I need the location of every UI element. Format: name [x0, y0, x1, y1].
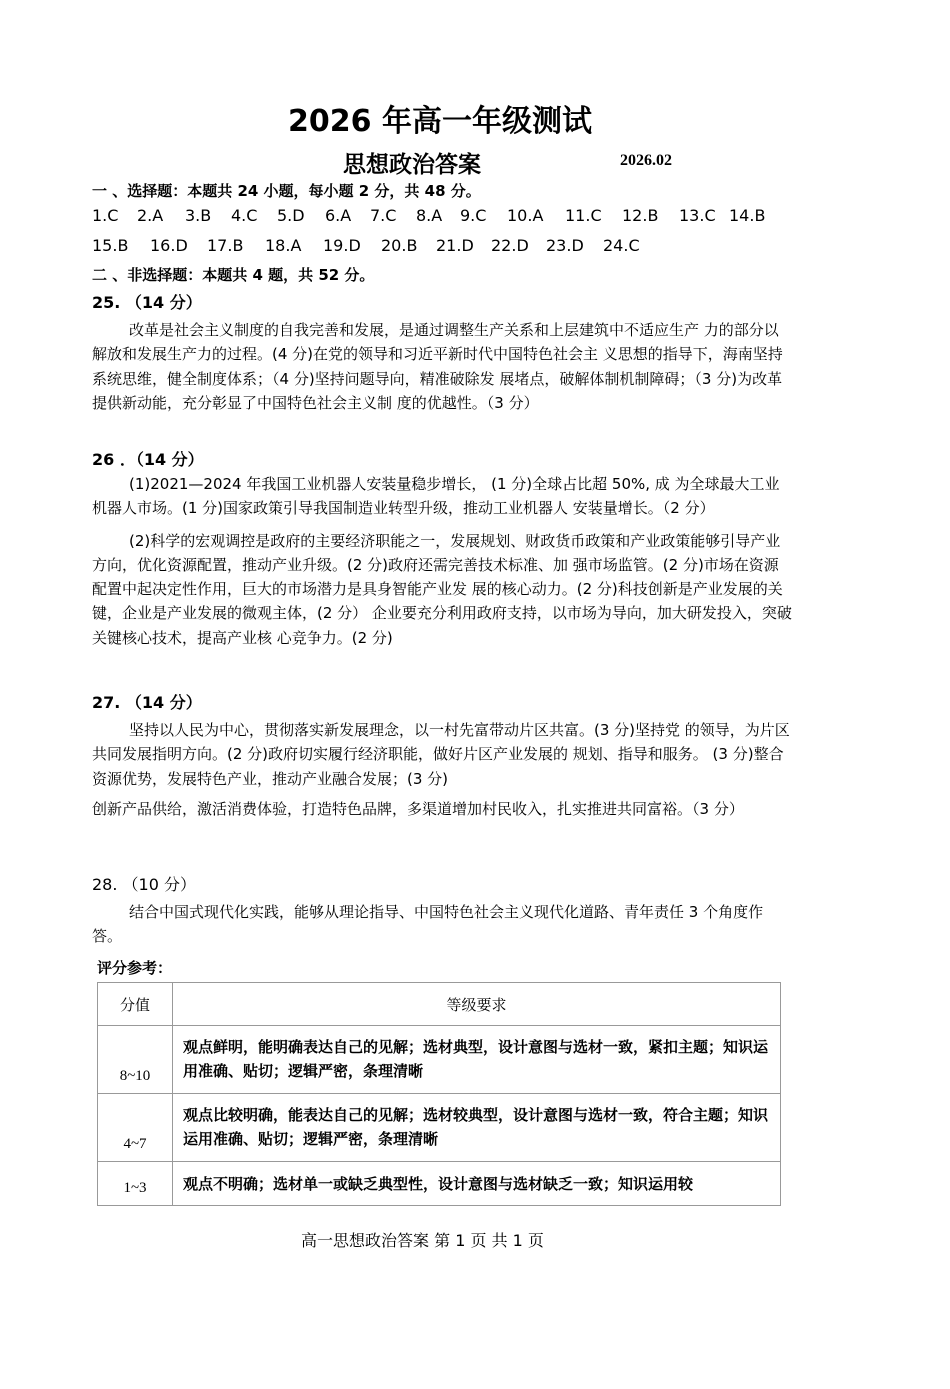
answer-item: 2.A [137, 206, 164, 225]
q26-answer [92, 472, 792, 650]
answer-item: 1.C [92, 206, 119, 225]
table-header-requirement: 等级要求 [173, 983, 781, 1026]
answer-item: 17.B [207, 236, 244, 255]
answer-item: 7.C [370, 206, 397, 225]
answer-item: 13.C [679, 206, 716, 225]
document-date: 2026.02 [620, 152, 672, 169]
table-row [98, 1026, 781, 1094]
q28-answer [92, 900, 792, 949]
q27-heading: 27. （14 分） [92, 693, 202, 712]
answer-item: 22.D [491, 236, 529, 255]
q26-heading: 26 ．（14 分） [92, 450, 204, 469]
answer-item: 15.B [92, 236, 129, 255]
page-footer: 高一思想政治答案 第 1 页 共 1 页 [301, 1231, 544, 1250]
table-row [98, 1162, 781, 1206]
q28-text: 结合中国式现代化实践，能够从理论指导、中国特色社会主义现代化道路、青年责任 3 个角度作答。 [92, 903, 764, 946]
scoring-reference-label: 评分参考： [97, 959, 173, 977]
answer-item: 21.D [436, 236, 474, 255]
document-subtitle: 思想政治答案 [343, 152, 481, 178]
requirement-cell: 观点比较明确，能表达自己的见解；选材较典型，设计意图与选材一致，符合主题；知识运用准确、贴切；逻辑严密，条理清晰 [173, 1094, 781, 1162]
answer-item: 23.D [546, 236, 584, 255]
answer-item: 9.C [460, 206, 487, 225]
answer-item: 20.B [381, 236, 418, 255]
answer-item: 10.A [507, 206, 544, 225]
score-cell: 8~10 [98, 1026, 173, 1094]
scoring-table [97, 982, 781, 1206]
table-header-row [98, 983, 781, 1026]
answer-item: 24.C [603, 236, 640, 255]
q27-answer [92, 718, 792, 821]
score-cell: 1~3 [98, 1162, 173, 1206]
q26-part2: (2)科学的宏观调控是政府的主要经济职能之一，发展规划、财政货币政策和产业政策能够引导产业方向，优化资源配置，推动产业升级。(2 分)政府还需完善技术标准、加 强市场监管。(2 分)市场在资源配置中起决定性作用，巨大的市场潜力是具身智能产业发 展的核心动力。(2 分)科技创新是产业发展的关键，企业是产业发展的微观主体，(2 分） 企业要充分利用政府支持，以市场为导向，加大研发投入，突破关键核心技术，提高产业核 心竞争力。(2 分) [92, 531, 792, 647]
document-title: 2026 年高一年级测试 [288, 104, 592, 139]
q28-heading: 28. （10 分） [92, 875, 196, 894]
q26-part1: (1)2021—2024 年我国工业机器人安装量稳步增长， (1 分)全球占比超 50%, 成 为全球最大工业机器人市场。(1 分)国家政策引导我国制造业转型升级，推动工业机器人 安装量增长。（2 分） [92, 475, 780, 518]
section1-heading: 一 、选择题：本题共 24 小题，每小题 2 分，共 48 分。 [92, 182, 481, 200]
answer-item: 6.A [325, 206, 352, 225]
answer-item: 16.D [150, 236, 188, 255]
answer-item: 19.D [323, 236, 361, 255]
requirement-cell: 观点鲜明，能明确表达自己的见解；选材典型，设计意图与选材一致，紧扣主题；知识运用准确、贴切；逻辑严密，条理清晰 [173, 1026, 781, 1094]
answer-item: 11.C [565, 206, 602, 225]
answer-item: 12.B [622, 206, 659, 225]
q27-part2: 创新产品供给，激活消费体验，打造特色品牌，多渠道增加村民收入，扎实推进共同富裕。（3 分） [92, 799, 744, 818]
answer-item: 4.C [231, 206, 258, 225]
q25-text: 改革是社会主义制度的自我完善和发展，是通过调整生产关系和上层建筑中不适应生产 力的部分以解放和发展生产力的过程。(4 分)在党的领导和习近平新时代中国特色社会主 义思想的指导下，海南坚持系统思维，健全制度体系；（4 分)坚持问题导向，精准破除发 展堵点，破解体制机制障碍；（3 分)为改革提供新动能，充分彰显了中国特色社会主义制 度的优越性。（3 分） [92, 321, 783, 412]
answer-item: 5.D [277, 206, 305, 225]
score-cell: 4~7 [98, 1094, 173, 1162]
requirement-cell: 观点不明确；选材单一或缺乏典型性，设计意图与选材缺乏一致；知识运用较 [173, 1162, 781, 1206]
q27-part1: 坚持以人民为中心，贯彻落实新发展理念，以一村先富带动片区共富。(3 分)坚持党 的领导，为片区共同发展指明方向。(2 分)政府切实履行经济职能，做好片区产业发展的 规划、指导和服务。 (3 分)整合资源优势，发展特色产业，推动产业融合发展；(3 分) [92, 721, 790, 788]
answer-item: 8.A [416, 206, 443, 225]
answers-row-1 [92, 206, 765, 225]
answer-item: 14.B [729, 206, 766, 225]
answer-item: 3.B [185, 206, 212, 225]
q25-heading: 25. （14 分） [92, 293, 202, 312]
table-row [98, 1094, 781, 1162]
answers-row-2 [92, 236, 640, 255]
q25-answer [92, 318, 792, 415]
section2-heading: 二 、非选择题：本题共 4 题，共 52 分。 [92, 266, 375, 284]
answer-item: 18.A [265, 236, 302, 255]
table-header-score: 分值 [98, 983, 173, 1026]
